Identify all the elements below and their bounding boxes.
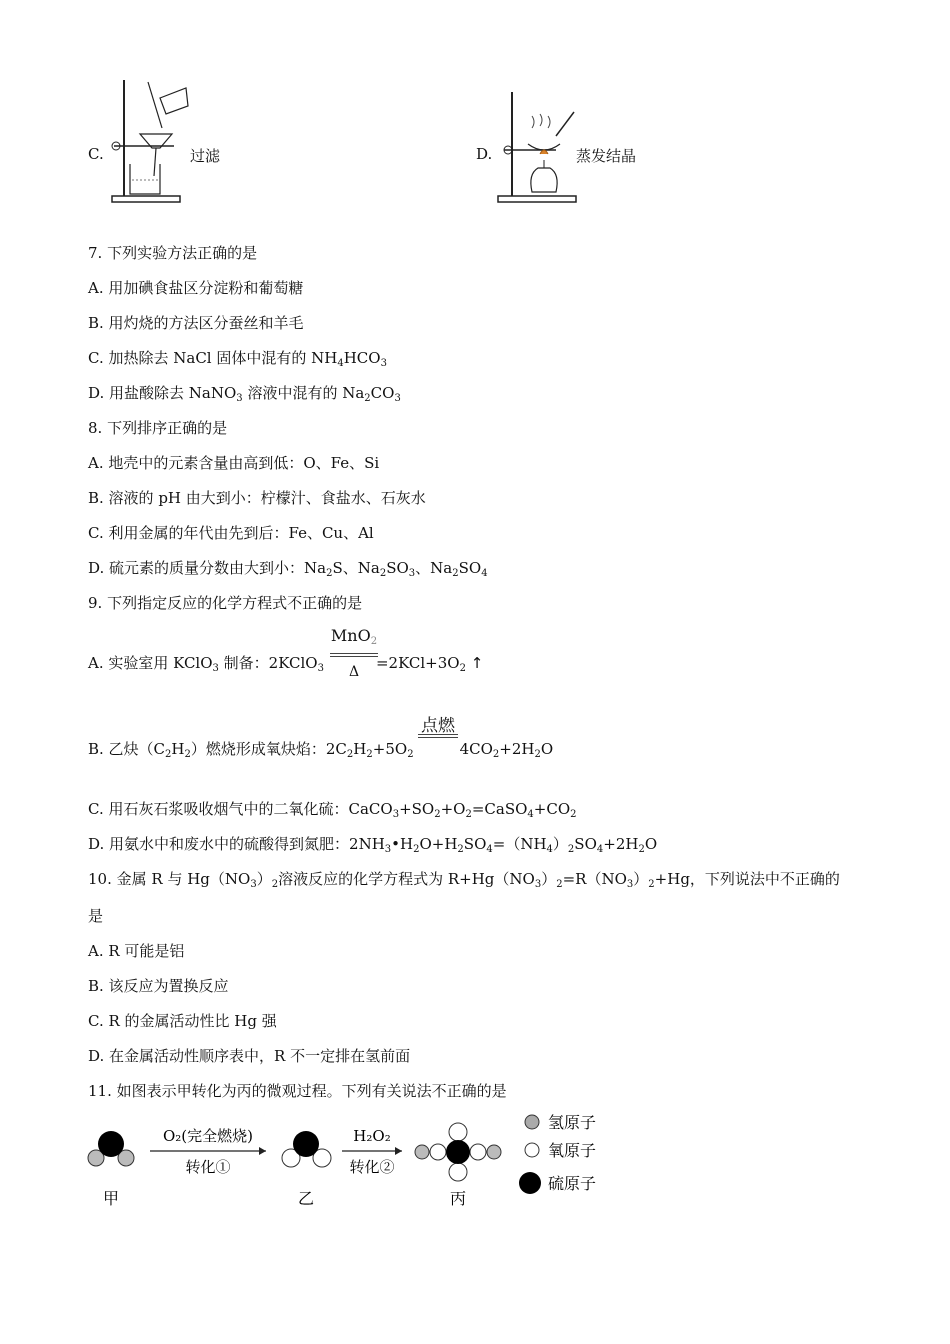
- legend-sulfur: 硫原子: [548, 1174, 597, 1193]
- q7-option-b: B. 用灼烧的方法区分蚕丝和羊毛: [88, 314, 304, 332]
- q8-option-c: C. 利用金属的年代由先到后：Fe、Cu、Al: [88, 524, 374, 542]
- q7-stem: 7. 下列实验方法正确的是: [88, 244, 258, 262]
- arrow1-bottom-label: 转化①: [185, 1158, 231, 1176]
- label-yi: 乙: [297, 1189, 315, 1208]
- q8-option-a: A. 地壳中的元素含量由高到低：O、Fe、Si: [88, 454, 380, 472]
- q7-option-d: D. 用盐酸除去 NaNO$_3$ 溶液中混有的 $Na_2CO_3$: [88, 384, 401, 404]
- q9-a-eq-bar: [330, 653, 378, 657]
- evaporation-apparatus-icon: [494, 88, 584, 208]
- q9-option-a: A. 实验室用 KClO$_3$ 制备：2KClO$_3$ $=2KCl+3O_2$ ↑: [88, 654, 484, 674]
- q8-option-d: D. 硫元素的质量分数由大到小：$Na_2S$、$Na_2SO_3$、$Na_2SO_4$: [88, 559, 488, 579]
- molecule-jia: [88, 1131, 134, 1166]
- q10-option-c: C. R 的金属活动性比 Hg 强: [88, 1012, 277, 1030]
- q9-stem: 9. 下列指定反应的化学方程式不正确的是: [88, 594, 363, 612]
- legend-hydrogen-icon: [525, 1115, 539, 1129]
- q11-molecule-diagram: [80, 1110, 620, 1210]
- molecule-yi: [282, 1131, 331, 1167]
- filtration-apparatus-icon: [104, 76, 194, 206]
- q7-option-a: A. 用加碘食盐区分淀粉和葡萄糖: [88, 279, 304, 297]
- q10-stem: 10. 金属 R 与 $Hg(NO_3)_2$溶液反应的化学方程式为 $R+Hg(NO_3)_2=R(NO_3)_2+Hg$，下列说法中不正确的: [88, 870, 840, 890]
- q6-option-d-label: 蒸发结晶: [576, 147, 637, 165]
- q8-stem: 8. 下列排序正确的是: [88, 419, 228, 437]
- q9-option-d: D. 用氨水中和废水中的硫酸得到氮肥：$2NH_3•H_2O+H_2SO_4=(NH_4)_2SO_4+2H_2O$: [88, 835, 658, 855]
- q10-stem-line2: 是: [88, 907, 104, 925]
- q9-option-c: C. 用石灰石浆吸收烟气中的二氧化硫：$CaCO_3+SO_2+O_2=CaSO_4+CO_2$: [88, 800, 577, 820]
- label-bing: 丙: [449, 1189, 467, 1208]
- legend-sulfur-icon: [519, 1172, 541, 1194]
- legend-oxygen: 氧原子: [548, 1141, 597, 1160]
- legend-oxygen-icon: [525, 1143, 539, 1157]
- q6-option-d-letter: D.: [476, 145, 493, 163]
- q10-option-d: D. 在金属活动性顺序表中，R 不一定排在氢前面: [88, 1047, 411, 1065]
- q9-a-catalyst: MnO$_2$: [330, 626, 378, 647]
- label-jia: 甲: [102, 1189, 120, 1208]
- q6-option-c-letter: C.: [88, 145, 104, 163]
- q9-a-heat: Δ: [348, 664, 360, 680]
- q10-option-b: B. 该反应为置换反应: [88, 977, 229, 995]
- q8-option-b: B. 溶液的 pH 由大到小：柠檬汁、食盐水、石灰水: [88, 489, 426, 507]
- q6-option-c-label: 过滤: [190, 147, 221, 165]
- q11-stem: 11. 如图表示甲转化为丙的微观过程。下列有关说法不正确的是: [88, 1082, 507, 1100]
- q7-option-c: C. 加热除去 NaCl 固体中混有的 $NH_4HCO_3$: [88, 349, 387, 369]
- q9-b-eq-bar: [418, 734, 458, 738]
- q10-option-a: A. R 可能是铝: [88, 942, 185, 960]
- q9-option-b: B. 乙炔$(C_2H_2)$燃烧形成氧炔焰：$2C_2H_2+5O_2$ $4CO_2+2H_2O$: [88, 740, 554, 760]
- q9-b-ignite: 点燃: [421, 716, 455, 736]
- arrow2-bottom-label: 转化②: [349, 1158, 395, 1176]
- arrow1-top-label: O₂(完全燃烧): [162, 1127, 254, 1145]
- legend-hydrogen: 氢原子: [548, 1113, 597, 1132]
- molecule-bing: [415, 1123, 501, 1181]
- arrow2-top-label: H₂O₂: [353, 1127, 391, 1145]
